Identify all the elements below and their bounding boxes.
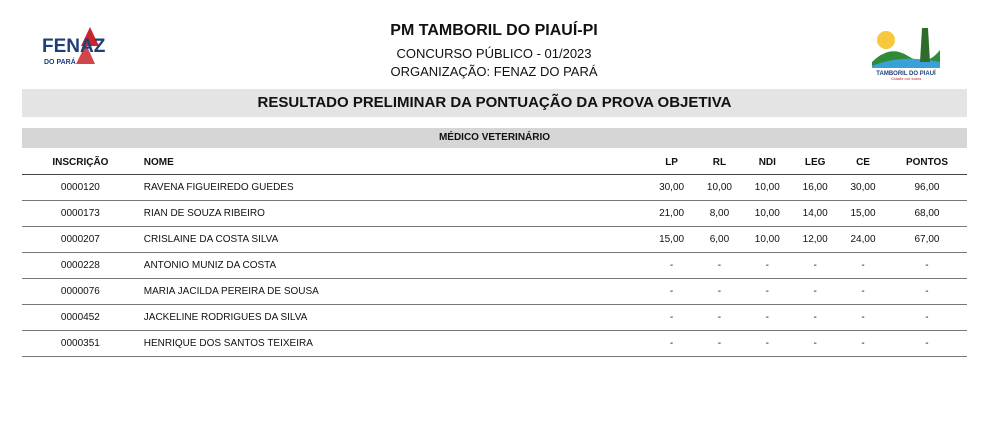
cell-pontos: - [887, 331, 967, 357]
results-table [22, 150, 967, 357]
cell-leg: - [791, 305, 839, 331]
svg-text:TAMBORIL DO PIAUÍ: TAMBORIL DO PIAUÍ [876, 71, 936, 77]
col-ndi: NDI [743, 150, 791, 175]
cell-ce: - [839, 279, 887, 305]
cell-ndi: 10,00 [743, 201, 791, 227]
cell-ce: - [839, 331, 887, 357]
tamboril-logo [870, 22, 942, 80]
cell-ndi: 10,00 [743, 175, 791, 201]
page-header [0, 0, 988, 86]
cell-nome: RIAN DE SOUZA RIBEIRO [139, 201, 648, 227]
table-row [22, 175, 967, 201]
cell-inscricao: 0000120 [22, 175, 139, 201]
cell-ce: 24,00 [839, 227, 887, 253]
cell-ce: 30,00 [839, 175, 887, 201]
cell-lp: - [648, 253, 696, 279]
table-row [22, 201, 967, 227]
cell-nome: ANTONIO MUNIZ DA COSTA [139, 253, 648, 279]
col-leg: LEG [791, 150, 839, 175]
cell-pontos: - [887, 253, 967, 279]
cell-rl: - [696, 305, 744, 331]
cell-inscricao: 0000351 [22, 331, 139, 357]
cell-leg: - [791, 279, 839, 305]
cell-lp: 15,00 [648, 227, 696, 253]
cell-ndi: - [743, 331, 791, 357]
table-row [22, 253, 967, 279]
cell-ndi: - [743, 279, 791, 305]
table-header-row [22, 150, 967, 175]
cell-ndi: 10,00 [743, 227, 791, 253]
header-titles [0, 22, 988, 79]
cell-ce: 15,00 [839, 201, 887, 227]
cell-pontos: 96,00 [887, 175, 967, 201]
cell-lp: - [648, 279, 696, 305]
cell-lp: - [648, 305, 696, 331]
concurso-label: CONCURSO PÚBLICO - 01/2023 [396, 46, 592, 61]
cell-leg: 12,00 [791, 227, 839, 253]
results-title: RESULTADO PRELIMINAR DA PONTUAÇÃO DA PROVA OBJETIVA [22, 89, 967, 117]
cell-rl: 6,00 [696, 227, 744, 253]
cell-inscricao: 0000452 [22, 305, 139, 331]
cell-lp: 21,00 [648, 201, 696, 227]
cell-nome: HENRIQUE DOS SANTOS TEIXEIRA [139, 331, 648, 357]
cell-pontos: 68,00 [887, 201, 967, 227]
svg-text:Cidade por todos: Cidade por todos [890, 76, 922, 80]
svg-text:FENAZ: FENAZ [42, 36, 106, 57]
cell-rl: - [696, 331, 744, 357]
col-rl: RL [696, 150, 744, 175]
col-ce: CE [839, 150, 887, 175]
cell-ce: - [839, 305, 887, 331]
cell-ce: - [839, 253, 887, 279]
section-title: MÉDICO VETERINÁRIO [22, 128, 967, 148]
cell-inscricao: 0000207 [22, 227, 139, 253]
col-inscricao: INSCRIÇÃO [22, 150, 139, 175]
cell-pontos: - [887, 279, 967, 305]
cell-rl: - [696, 279, 744, 305]
cell-rl: 10,00 [696, 175, 744, 201]
cell-lp: - [648, 331, 696, 357]
cell-nome: MARIA JACILDA PEREIRA DE SOUSA [139, 279, 648, 305]
cell-nome: RAVENA FIGUEIREDO GUEDES [139, 175, 648, 201]
col-lp: LP [648, 150, 696, 175]
cell-inscricao: 0000173 [22, 201, 139, 227]
cell-inscricao: 0000076 [22, 279, 139, 305]
cell-inscricao: 0000228 [22, 253, 139, 279]
organizacao-label: ORGANIZAÇÃO: FENAZ DO PARÁ [390, 64, 598, 79]
cell-leg: 16,00 [791, 175, 839, 201]
cell-ndi: - [743, 253, 791, 279]
cell-lp: 30,00 [648, 175, 696, 201]
svg-text:DO PARÁ: DO PARÁ [44, 59, 76, 66]
table-row [22, 227, 967, 253]
table-row [22, 279, 967, 305]
cell-rl: 8,00 [696, 201, 744, 227]
cell-nome: JACKELINE RODRIGUES DA SILVA [139, 305, 648, 331]
table-row [22, 331, 967, 357]
cell-ndi: - [743, 305, 791, 331]
cell-rl: - [696, 253, 744, 279]
cell-leg: 14,00 [791, 201, 839, 227]
col-pontos: PONTOS [887, 150, 967, 175]
table-row [22, 305, 967, 331]
cell-leg: - [791, 253, 839, 279]
cell-nome: CRISLAINE DA COSTA SILVA [139, 227, 648, 253]
col-nome: NOME [139, 150, 648, 175]
cell-pontos: 67,00 [887, 227, 967, 253]
cell-leg: - [791, 331, 839, 357]
cell-pontos: - [887, 305, 967, 331]
org-name: PM TAMBORIL DO PIAUÍ-PI [390, 22, 598, 39]
